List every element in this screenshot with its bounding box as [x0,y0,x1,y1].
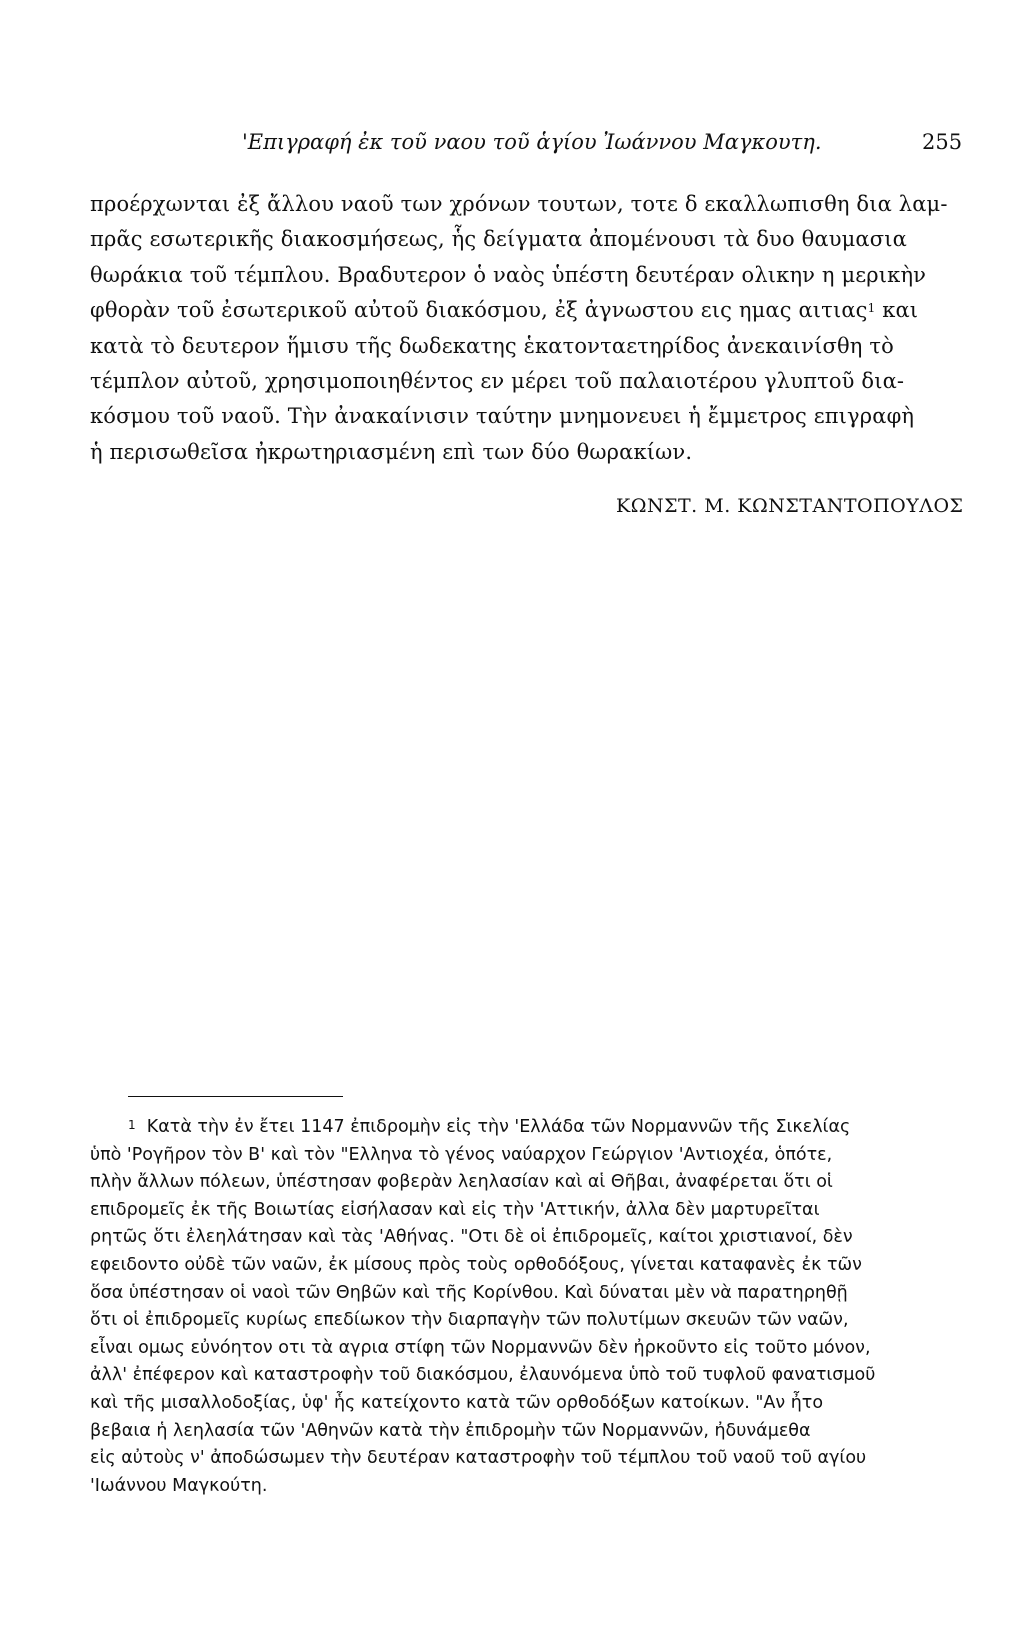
body-line: προέρχωνται ἐξ ἄλλου ναοῦ των χρόνων τουτων, τοτε δ εκαλλωπισθη δια λαμ- [90,192,948,216]
footnote-line: βεβαια ἡ λεηλασία τῶν 'Αθηνῶν κατὰ τὴν ἐπιδρομὴν τῶν Νορμαννῶν, ἠδυνάμεθα [90,1420,811,1441]
body-line: ἡ περισωθεῖσα ἠκρωτηριασμένη επὶ των δύο θωρακίων. [90,439,693,464]
body-line: κόσμου τοῦ ναοῦ. Τὴν ἀνακαίνισιν ταύτην μνημονευει ἡ ἔμμετρος επιγραφὴ [90,404,915,429]
body-line: θωράκια τοῦ τέμπλου. Βραδυτερον ὁ ναὸς ὑπέστη δευτέραν ολικην η μερικὴν [90,262,927,287]
footnote-line: πλὴν ἄλλων πόλεων, ὑπέστησαν φοβερὰν λεηλασίαν καὶ αἱ Θῆβαι, ἀναφέρεται ὅτι οἱ [90,1172,833,1193]
footnote-line: εἰς αὐτοὺς ν' ἀποδώσωμεν τὴν δευτέραν καταστροφὴν τοῦ τέμπλου τοῦ ναοῦ τοῦ αγίου [90,1448,867,1469]
footnote-line: ὑπὸ 'Ρογῆρον τὸν Β' καὶ τὸν "Ελληνα τὸ γένος ναύαρχον Γεώργιον 'Αντιοχέα, ὁπότε, [90,1144,833,1165]
footnote-separator [128,1096,343,1097]
body-line: κατὰ τὸ δευτερον ἥμισυ τῆς δωδεκατης ἑκατονταετηρίδος ἀνεκαινίσθη τὸ [90,333,894,358]
footnote-line: επιδρομεῖς ἐκ τῆς Βοιωτίας εἰσήλασαν καὶ εἰς τὴν 'Αττικήν, ἀλλα δὲν μαρτυρεῖται [90,1199,820,1220]
footnote-line: ὅτι οἱ ἐπιδρομεῖς κυρίως επεδίωκον τὴν διαρπαγὴν τῶν πολυτίμων σκευῶν τῶν ναῶν, [90,1310,849,1331]
footnote-marker: 1 [128,1118,136,1132]
body-line: τέμπλον αὐτοῦ, χρησιμοποιηθέντος εν μέρει τοῦ παλαιοτέρου γλυπτοῦ δια- [90,368,905,393]
footnotes [90,1114,950,1500]
running-head [0,130,1024,160]
author-signature: ΚΩΝΣΤ. Μ. ΚΩΝΣΤΑΝΤΟΠΟΥΛΟΣ [616,495,964,517]
body-line-text: φθορὰν τοῦ ἐσωτερικοῦ αὐτοῦ διακόσμου, ἐξ ἀγνωστου εις ημας αιτιας [90,298,868,323]
footnote-line: ρητῶς ὅτι ἐλεηλάτησαν καὶ τὰς 'Αθήνας. "Οτι δὲ οἱ ἐπιδρομεῖς, καίτοι χριστιανοί, δὲν [90,1227,853,1248]
footnote-line: εἶναι ομως εὐνόητον οτι τὰ αγρια στίφη τῶν Νορμαννῶν δὲν ἠρκοῦντο εἰς τοῦτο μόνον, [90,1337,871,1358]
running-title: 'Επιγραφή ἐκ τοῦ ναου τοῦ ἁγίου Ἰωάννου Μαγκουτη. [242,130,822,154]
footnote-line: καὶ τῆς μισαλλοδοξίας, ὑφ' ἧς κατείχοντο κατὰ τῶν ορθοδόξων κατοίκων. "Αν ἦτο [90,1392,824,1413]
footnote-line [90,1114,950,1142]
footnote-line: 'Ιωάννου Μαγκούτη. [90,1475,268,1496]
body-line-with-note [90,293,950,328]
footnote-reference[interactable]: 1 [867,301,876,316]
body-line: πρᾶς εσωτερικῆς διακοσμήσεως, ἧς δείγματα ἀπομένουσι τὰ δυο θαυμασια [90,227,907,252]
page-number: 255 [922,130,963,154]
footnote-line: ὅσα ὑπέστησαν οἱ ναοὶ τῶν Θηβῶν καὶ τῆς Κορίνθου. Καὶ δύναται μὲν νὰ παρατηρηθῇ [90,1282,848,1303]
footnote-text: Κατὰ τὴν ἐν ἔτει 1147 ἐπιδρομὴν εἰς τὴν 'Ελλάδα τῶν Νορμαννῶν τῆς Σικελίας [146,1117,851,1137]
body-text [90,187,950,470]
body-line-tail: και [875,298,919,323]
footnote-line: εφειδοντο οὐδὲ τῶν ναῶν, ἐκ μίσους πρὸς τοὺς ορθοδόξους, γίνεται καταφανὲς ἐκ τῶν [90,1254,862,1275]
footnote-line: ἀλλ' ἐπέφερον καὶ καταστροφὴν τοῦ διακόσμου, ἐλαυνόμενα ὑπὸ τοῦ τυφλοῦ φανατισμοῦ [90,1365,876,1386]
